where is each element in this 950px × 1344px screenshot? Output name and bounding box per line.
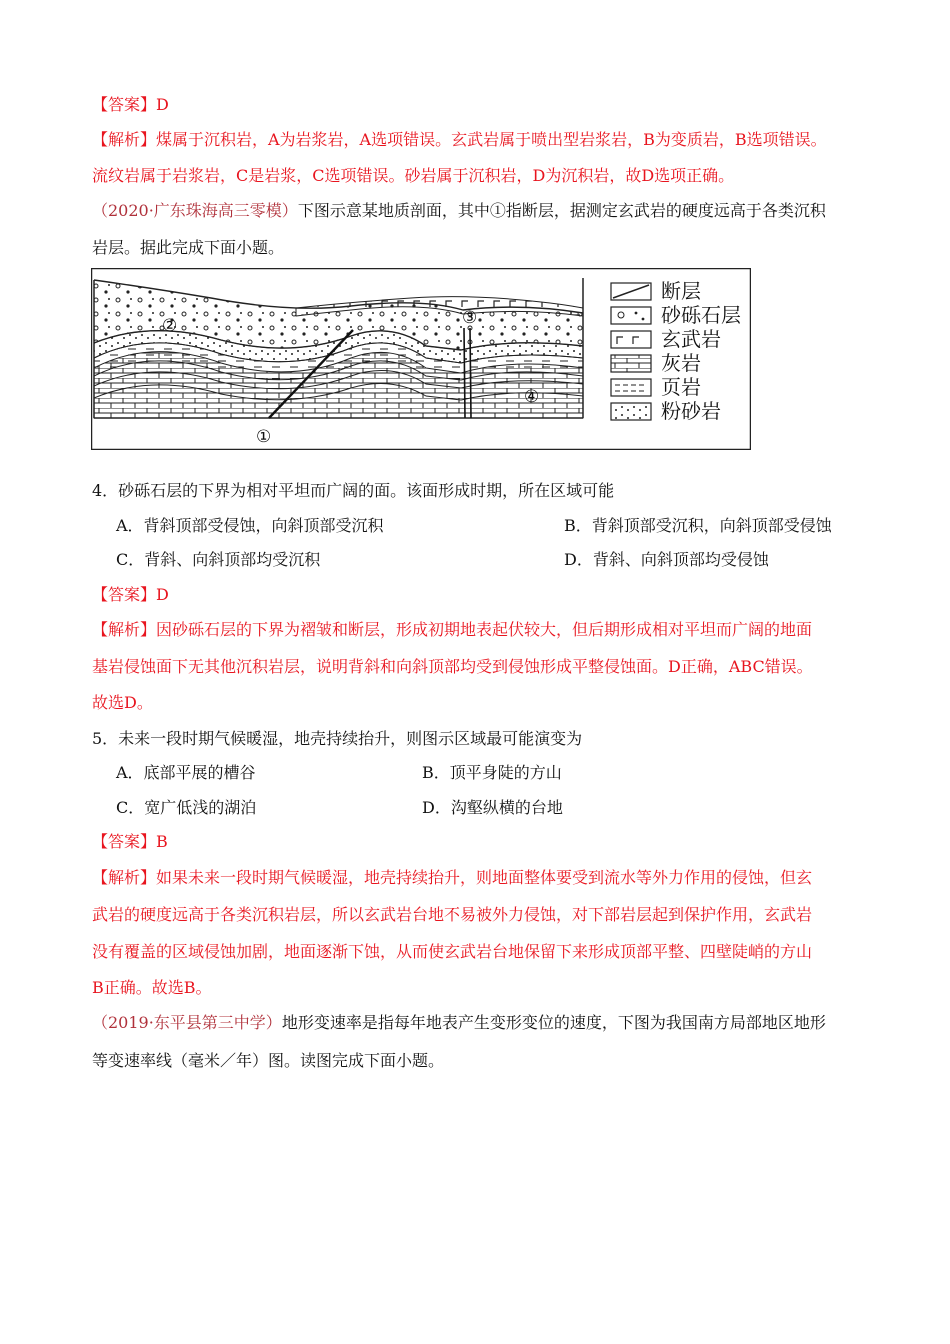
q4-option-b: B．背斜顶部受沉积，向斜顶部受侵蚀 (564, 516, 832, 535)
q5-analysis-line-1: 【解析】如果未来一段时期气候暖湿，地壳持续抬升，则地面整体要受到流水等外力作用的侵蚀，但玄 (92, 868, 813, 887)
q5-analysis-line-2: 武岩的硬度远高于各类沉积岩层，所以玄武岩台地不易被外力侵蚀，对下部岩层起到保护作用，玄武岩 (92, 905, 813, 924)
q5-options-row-1 (116, 762, 906, 784)
q5-option-a: A．底部平展的槽谷 (116, 763, 256, 782)
legend-gravel: 砂砾石层 (661, 303, 741, 327)
next-group-intro-line-1 (92, 1012, 882, 1034)
group-intro-line-2: 岩层。据此完成下面小题。 (92, 238, 285, 257)
q4-analysis-line-2: 基岩侵蚀面下无其他沉积岩层，说明背斜和向斜顶部均受到侵蚀形成平整侵蚀面。D正确，ABC错误。 (92, 657, 813, 676)
q5-stem: 5．未来一段时期气候暖湿，地壳持续抬升，则图示区域最可能演变为 (92, 729, 583, 748)
legend-limestone: 灰岩 (661, 351, 701, 375)
label-4: ④ (524, 387, 540, 407)
q4-analysis-line-1: 【解析】因砂砾石层的下界为褶皱和断层，形成初期地表起伏较大，但后期形成相对平坦而广阔的地面 (92, 620, 813, 639)
next-group-intro-line-2: 等变速率线（毫米／年）图。读图完成下面小题。 (92, 1051, 445, 1070)
group-source: （2020·广东珠海高三零模） (92, 201, 298, 220)
label-2: ② (162, 316, 178, 336)
q5-analysis-line-4: B正确。故选B。 (92, 978, 212, 997)
q3-analysis-line-1: 【解析】煤属于沉积岩，A为岩浆岩，A选项错误。玄武岩属于喷出型岩浆岩，B为变质岩，B选项错误。 (92, 130, 827, 149)
legend-siltstone: 粉砂岩 (661, 399, 721, 423)
q3-analysis-line-2: 流纹岩属于岩浆岩，C是岩浆，C选项错误。砂岩属于沉积岩，D为沉积岩，故D选项正确。 (92, 166, 735, 185)
q3-answer: 【答案】D (92, 95, 169, 114)
q4-options-row-2 (116, 549, 906, 571)
q5-option-d: D．沟壑纵横的台地 (422, 798, 563, 817)
q4-options-row-1 (116, 515, 906, 537)
q4-option-a: A．背斜顶部受侵蚀，向斜顶部受沉积 (116, 516, 384, 535)
legend-fault: 断层 (661, 279, 701, 303)
q5-options-row-2 (116, 797, 906, 819)
label-3: ③ (462, 308, 478, 328)
q4-option-d: D．背斜、向斜顶部均受侵蚀 (564, 550, 769, 569)
q5-answer: 【答案】B (92, 832, 168, 851)
group-intro-line-1 (92, 200, 882, 222)
q4-analysis-line-3: 故选D。 (92, 693, 153, 712)
legend-basalt: 玄武岩 (661, 327, 721, 351)
next-group-intro-text-1: 地形变速率是指每年地表产生变形变位的速度，下图为我国南方局部地区地形 (281, 1013, 826, 1032)
group-intro-text-1: 下图示意某地质剖面，其中①指断层，据测定玄武岩的硬度远高于各类沉积 (297, 201, 826, 220)
q4-option-c: C．背斜、向斜顶部均受沉积 (116, 550, 321, 569)
q5-option-b: B．顶平身陡的方山 (422, 763, 562, 782)
q5-analysis-line-3: 没有覆盖的区域侵蚀加剧，地面逐渐下蚀，从而使玄武岩台地保留下来形成顶部平整、四壁陡峭的方山 (92, 942, 813, 961)
legend-shale: 页岩 (661, 375, 701, 399)
next-group-source: （2019·东平县第三中学） (92, 1013, 282, 1032)
q4-stem: 4．砂砾石层的下界为相对平坦而广阔的面。该面形成时期，所在区域可能 (92, 481, 615, 500)
label-1: ① (256, 427, 272, 447)
geologic-section-figure (91, 268, 751, 450)
q4-answer: 【答案】D (92, 585, 169, 604)
q5-option-c: C．宽广低浅的湖泊 (116, 798, 257, 817)
